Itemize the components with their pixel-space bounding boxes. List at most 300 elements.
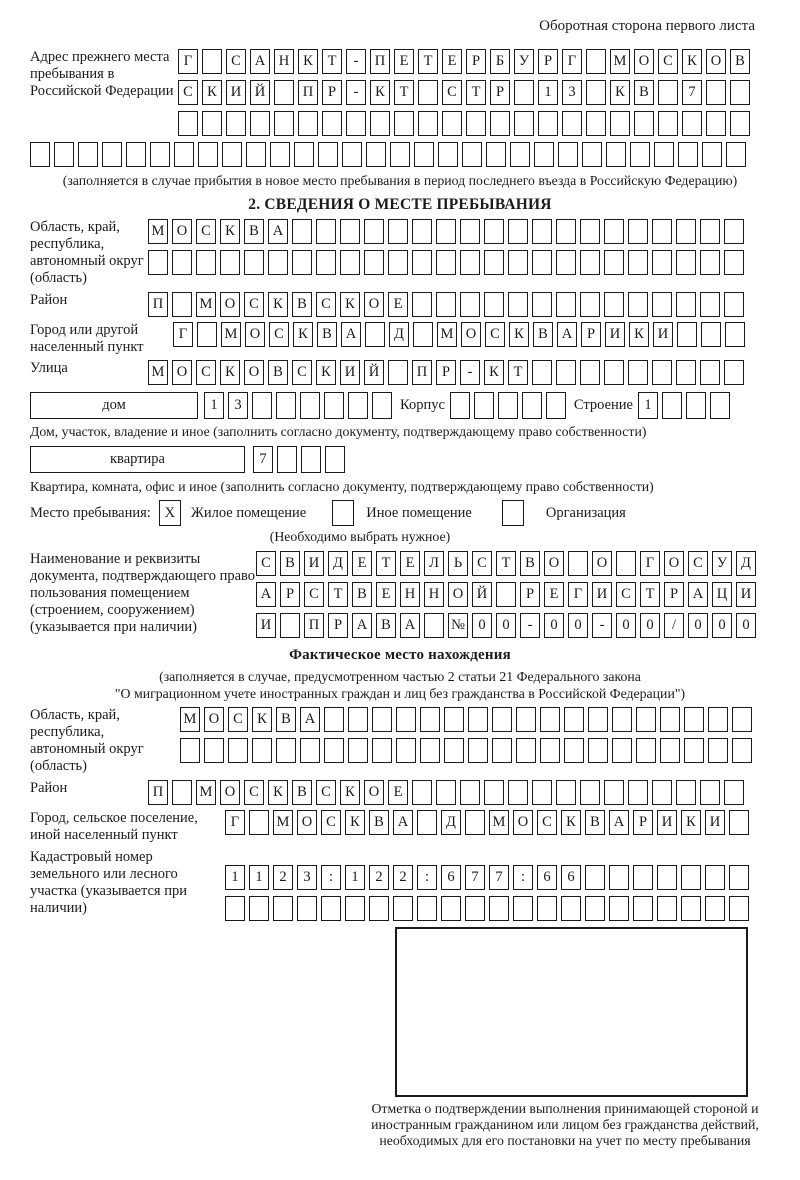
char-cell[interactable]: С	[316, 780, 336, 805]
char-cell[interactable]	[630, 142, 650, 167]
char-cell[interactable]	[633, 896, 653, 921]
char-cell[interactable]	[474, 392, 494, 419]
char-cell[interactable]: С	[442, 80, 462, 105]
char-cell[interactable]: Р	[490, 80, 510, 105]
char-cell[interactable]: А	[609, 810, 629, 835]
char-cell[interactable]	[418, 111, 438, 136]
char-cell[interactable]	[662, 392, 682, 419]
char-cell[interactable]: В	[585, 810, 605, 835]
char-cell[interactable]: С	[178, 80, 198, 105]
char-cell[interactable]: В	[520, 551, 540, 576]
char-cell[interactable]	[438, 142, 458, 167]
char-cell[interactable]	[681, 896, 701, 921]
char-cell[interactable]	[300, 392, 320, 419]
char-cell[interactable]: /	[664, 613, 684, 638]
char-cell[interactable]	[537, 896, 557, 921]
char-cell[interactable]	[700, 780, 720, 805]
char-cell[interactable]: В	[244, 219, 264, 244]
char-cell[interactable]: О	[220, 780, 240, 805]
char-cell[interactable]	[628, 250, 648, 275]
char-cell[interactable]: 0	[568, 613, 588, 638]
char-cell[interactable]	[628, 219, 648, 244]
char-cell[interactable]: С	[244, 780, 264, 805]
char-cell[interactable]: В	[533, 322, 553, 347]
char-cell[interactable]	[580, 292, 600, 317]
char-cell[interactable]	[441, 896, 461, 921]
char-cell[interactable]: А	[341, 322, 361, 347]
char-cell[interactable]: И	[605, 322, 625, 347]
char-cell[interactable]: О	[592, 551, 612, 576]
char-cell[interactable]: Т	[496, 551, 516, 576]
char-cell[interactable]	[204, 738, 224, 763]
char-cell[interactable]: О	[172, 360, 192, 385]
char-cell[interactable]	[413, 322, 433, 347]
char-cell[interactable]: У	[514, 49, 534, 74]
char-cell[interactable]	[420, 707, 440, 732]
char-cell[interactable]	[604, 292, 624, 317]
char-cell[interactable]	[732, 738, 752, 763]
char-cell[interactable]	[466, 111, 486, 136]
char-cell[interactable]: Г	[225, 810, 245, 835]
char-cell[interactable]: Е	[544, 582, 564, 607]
char-cell[interactable]: 3	[297, 865, 317, 890]
char-cell[interactable]	[700, 219, 720, 244]
char-cell[interactable]	[564, 738, 584, 763]
char-cell[interactable]	[580, 250, 600, 275]
char-cell[interactable]	[294, 142, 314, 167]
char-cell[interactable]: :	[321, 865, 341, 890]
char-cell[interactable]: 7	[465, 865, 485, 890]
char-cell[interactable]: В	[352, 582, 372, 607]
char-cell[interactable]	[586, 80, 606, 105]
char-cell[interactable]	[436, 250, 456, 275]
char-cell[interactable]: В	[276, 707, 296, 732]
char-cell[interactable]	[436, 292, 456, 317]
char-cell[interactable]	[532, 360, 552, 385]
char-cell[interactable]: О	[244, 360, 264, 385]
char-cell[interactable]	[606, 142, 626, 167]
char-cell[interactable]	[562, 111, 582, 136]
char-cell[interactable]	[249, 896, 269, 921]
char-cell[interactable]: В	[634, 80, 654, 105]
char-cell[interactable]	[706, 111, 726, 136]
char-cell[interactable]	[580, 360, 600, 385]
char-cell[interactable]	[508, 780, 528, 805]
char-cell[interactable]	[498, 392, 518, 419]
char-cell[interactable]	[556, 780, 576, 805]
char-cell[interactable]	[225, 896, 245, 921]
char-cell[interactable]	[372, 392, 392, 419]
char-cell[interactable]	[148, 250, 168, 275]
char-cell[interactable]: П	[148, 780, 168, 805]
char-cell[interactable]	[346, 111, 366, 136]
char-cell[interactable]	[534, 142, 554, 167]
char-cell[interactable]	[510, 142, 530, 167]
char-cell[interactable]: П	[370, 49, 390, 74]
char-cell[interactable]	[322, 111, 342, 136]
char-cell[interactable]	[633, 865, 653, 890]
char-cell[interactable]	[612, 738, 632, 763]
char-cell[interactable]	[222, 142, 242, 167]
char-cell[interactable]: О	[448, 582, 468, 607]
char-cell[interactable]: Н	[424, 582, 444, 607]
char-cell[interactable]: С	[537, 810, 557, 835]
char-cell[interactable]: 1	[249, 865, 269, 890]
char-cell[interactable]	[228, 738, 248, 763]
char-cell[interactable]	[628, 360, 648, 385]
char-cell[interactable]: О	[204, 707, 224, 732]
char-cell[interactable]: С	[292, 360, 312, 385]
char-cell[interactable]	[585, 896, 605, 921]
char-cell[interactable]: 2	[273, 865, 293, 890]
char-cell[interactable]	[484, 780, 504, 805]
char-cell[interactable]	[348, 707, 368, 732]
char-cell[interactable]	[676, 250, 696, 275]
char-cell[interactable]: М	[221, 322, 241, 347]
char-cell[interactable]	[442, 111, 462, 136]
char-cell[interactable]	[202, 111, 222, 136]
char-cell[interactable]: К	[268, 780, 288, 805]
char-cell[interactable]	[604, 780, 624, 805]
char-cell[interactable]: К	[293, 322, 313, 347]
char-cell[interactable]: С	[321, 810, 341, 835]
char-cell[interactable]	[420, 738, 440, 763]
char-cell[interactable]: М	[489, 810, 509, 835]
char-cell[interactable]	[301, 446, 321, 473]
char-cell[interactable]	[412, 780, 432, 805]
char-cell[interactable]: 1	[204, 392, 224, 419]
char-cell[interactable]	[556, 250, 576, 275]
char-cell[interactable]	[460, 780, 480, 805]
char-cell[interactable]: -	[346, 80, 366, 105]
char-cell[interactable]: С	[196, 360, 216, 385]
char-cell[interactable]: 0	[736, 613, 756, 638]
char-cell[interactable]: К	[610, 80, 630, 105]
char-cell[interactable]	[657, 896, 677, 921]
checkbox-residential[interactable]: X	[159, 500, 181, 526]
char-cell[interactable]: К	[268, 292, 288, 317]
char-cell[interactable]: Г	[562, 49, 582, 74]
char-cell[interactable]	[417, 810, 437, 835]
char-cell[interactable]	[318, 142, 338, 167]
char-cell[interactable]	[268, 250, 288, 275]
char-cell[interactable]: С	[316, 292, 336, 317]
char-cell[interactable]: К	[561, 810, 581, 835]
char-cell[interactable]	[180, 738, 200, 763]
char-cell[interactable]	[340, 250, 360, 275]
char-cell[interactable]	[342, 142, 362, 167]
char-cell[interactable]: И	[653, 322, 673, 347]
char-cell[interactable]: 2	[393, 865, 413, 890]
char-cell[interactable]	[297, 896, 317, 921]
char-cell[interactable]	[706, 80, 726, 105]
char-cell[interactable]	[324, 392, 344, 419]
char-cell[interactable]	[546, 392, 566, 419]
char-cell[interactable]	[700, 360, 720, 385]
char-cell[interactable]: В	[317, 322, 337, 347]
char-cell[interactable]	[126, 142, 146, 167]
char-cell[interactable]	[196, 250, 216, 275]
char-cell[interactable]	[676, 360, 696, 385]
char-cell[interactable]	[150, 142, 170, 167]
char-cell[interactable]	[414, 142, 434, 167]
char-cell[interactable]	[652, 219, 672, 244]
char-cell[interactable]	[636, 738, 656, 763]
char-cell[interactable]	[660, 738, 680, 763]
char-cell[interactable]	[604, 360, 624, 385]
char-cell[interactable]	[393, 896, 413, 921]
char-cell[interactable]	[568, 551, 588, 576]
char-cell[interactable]: С	[244, 292, 264, 317]
char-cell[interactable]: 0	[472, 613, 492, 638]
char-cell[interactable]: М	[148, 219, 168, 244]
char-cell[interactable]	[390, 142, 410, 167]
char-cell[interactable]	[492, 707, 512, 732]
char-cell[interactable]	[348, 738, 368, 763]
char-cell[interactable]	[732, 707, 752, 732]
char-cell[interactable]	[540, 738, 560, 763]
char-cell[interactable]	[676, 292, 696, 317]
char-cell[interactable]: И	[256, 613, 276, 638]
char-cell[interactable]	[348, 392, 368, 419]
char-cell[interactable]	[516, 738, 536, 763]
char-cell[interactable]	[556, 219, 576, 244]
char-cell[interactable]	[700, 292, 720, 317]
char-cell[interactable]	[628, 780, 648, 805]
char-cell[interactable]	[725, 322, 745, 347]
char-cell[interactable]: И	[226, 80, 246, 105]
char-cell[interactable]: Г	[178, 49, 198, 74]
char-cell[interactable]: У	[712, 551, 732, 576]
char-cell[interactable]: 6	[537, 865, 557, 890]
char-cell[interactable]: Е	[388, 780, 408, 805]
char-cell[interactable]: П	[298, 80, 318, 105]
char-cell[interactable]: 2	[369, 865, 389, 890]
char-cell[interactable]: Р	[520, 582, 540, 607]
char-cell[interactable]	[508, 219, 528, 244]
char-cell[interactable]	[514, 111, 534, 136]
char-cell[interactable]: Е	[352, 551, 372, 576]
char-cell[interactable]	[516, 707, 536, 732]
char-cell[interactable]: А	[393, 810, 413, 835]
char-cell[interactable]: К	[340, 292, 360, 317]
char-cell[interactable]: Р	[538, 49, 558, 74]
char-cell[interactable]: Р	[664, 582, 684, 607]
char-cell[interactable]: С	[196, 219, 216, 244]
char-cell[interactable]: Й	[364, 360, 384, 385]
char-cell[interactable]	[412, 292, 432, 317]
char-cell[interactable]	[701, 322, 721, 347]
char-cell[interactable]: 6	[441, 865, 461, 890]
char-cell[interactable]	[604, 219, 624, 244]
char-cell[interactable]	[468, 738, 488, 763]
char-cell[interactable]	[532, 250, 552, 275]
char-cell[interactable]	[484, 219, 504, 244]
char-cell[interactable]	[370, 111, 390, 136]
char-cell[interactable]	[372, 738, 392, 763]
char-cell[interactable]	[172, 780, 192, 805]
char-cell[interactable]: 0	[496, 613, 516, 638]
char-cell[interactable]: Ь	[448, 551, 468, 576]
char-cell[interactable]	[724, 292, 744, 317]
char-cell[interactable]	[556, 292, 576, 317]
char-cell[interactable]	[580, 780, 600, 805]
char-cell[interactable]	[700, 250, 720, 275]
char-cell[interactable]: С	[485, 322, 505, 347]
char-cell[interactable]: С	[688, 551, 708, 576]
char-cell[interactable]	[412, 250, 432, 275]
char-cell[interactable]: С	[304, 582, 324, 607]
char-cell[interactable]: С	[228, 707, 248, 732]
char-cell[interactable]	[226, 111, 246, 136]
char-cell[interactable]	[460, 219, 480, 244]
char-cell[interactable]	[388, 360, 408, 385]
char-cell[interactable]	[492, 738, 512, 763]
char-cell[interactable]: Г	[568, 582, 588, 607]
char-cell[interactable]: Т	[508, 360, 528, 385]
char-cell[interactable]: О	[364, 292, 384, 317]
char-cell[interactable]	[462, 142, 482, 167]
char-cell[interactable]: -	[520, 613, 540, 638]
char-cell[interactable]: С	[226, 49, 246, 74]
char-cell[interactable]	[54, 142, 74, 167]
char-cell[interactable]: М	[180, 707, 200, 732]
char-cell[interactable]	[684, 738, 704, 763]
char-cell[interactable]: Е	[442, 49, 462, 74]
char-cell[interactable]: Т	[322, 49, 342, 74]
char-cell[interactable]	[657, 865, 677, 890]
char-cell[interactable]	[654, 142, 674, 167]
char-cell[interactable]: П	[304, 613, 324, 638]
char-cell[interactable]: Р	[322, 80, 342, 105]
char-cell[interactable]	[730, 111, 750, 136]
char-cell[interactable]	[316, 219, 336, 244]
char-cell[interactable]	[513, 896, 533, 921]
char-cell[interactable]	[724, 360, 744, 385]
char-cell[interactable]	[300, 738, 320, 763]
char-cell[interactable]	[388, 250, 408, 275]
char-cell[interactable]	[705, 865, 725, 890]
char-cell[interactable]: К	[316, 360, 336, 385]
char-cell[interactable]	[246, 142, 266, 167]
char-cell[interactable]	[652, 292, 672, 317]
char-cell[interactable]: К	[370, 80, 390, 105]
char-cell[interactable]	[394, 111, 414, 136]
char-cell[interactable]: А	[400, 613, 420, 638]
char-cell[interactable]: Д	[328, 551, 348, 576]
char-cell[interactable]: И	[304, 551, 324, 576]
char-cell[interactable]: И	[340, 360, 360, 385]
char-cell[interactable]	[372, 707, 392, 732]
checkbox-organization[interactable]	[502, 500, 524, 526]
char-cell[interactable]	[558, 142, 578, 167]
char-cell[interactable]: О	[220, 292, 240, 317]
char-cell[interactable]	[514, 80, 534, 105]
char-cell[interactable]	[292, 250, 312, 275]
char-cell[interactable]	[366, 142, 386, 167]
char-cell[interactable]: О	[364, 780, 384, 805]
char-cell[interactable]	[729, 810, 749, 835]
char-cell[interactable]: О	[544, 551, 564, 576]
char-cell[interactable]	[724, 219, 744, 244]
char-cell[interactable]	[724, 250, 744, 275]
char-cell[interactable]: С	[658, 49, 678, 74]
char-cell[interactable]: И	[592, 582, 612, 607]
char-cell[interactable]	[172, 292, 192, 317]
char-cell[interactable]	[616, 551, 636, 576]
char-cell[interactable]: Р	[328, 613, 348, 638]
char-cell[interactable]: К	[484, 360, 504, 385]
char-cell[interactable]: Т	[328, 582, 348, 607]
char-cell[interactable]: 0	[544, 613, 564, 638]
char-cell[interactable]: Т	[394, 80, 414, 105]
char-cell[interactable]	[508, 292, 528, 317]
char-cell[interactable]: О	[172, 219, 192, 244]
char-cell[interactable]: М	[196, 780, 216, 805]
char-cell[interactable]	[532, 292, 552, 317]
char-cell[interactable]: :	[417, 865, 437, 890]
char-cell[interactable]	[436, 219, 456, 244]
char-cell[interactable]	[417, 896, 437, 921]
char-cell[interactable]: М	[196, 292, 216, 317]
char-cell[interactable]: Д	[736, 551, 756, 576]
char-cell[interactable]	[561, 896, 581, 921]
char-cell[interactable]	[252, 738, 272, 763]
char-cell[interactable]	[532, 219, 552, 244]
char-cell[interactable]	[604, 250, 624, 275]
char-cell[interactable]	[522, 392, 542, 419]
char-cell[interactable]	[636, 707, 656, 732]
char-cell[interactable]	[276, 392, 296, 419]
char-cell[interactable]: С	[269, 322, 289, 347]
char-cell[interactable]: 7	[253, 446, 273, 473]
char-cell[interactable]: М	[437, 322, 457, 347]
char-cell[interactable]: К	[252, 707, 272, 732]
char-cell[interactable]: Б	[490, 49, 510, 74]
char-cell[interactable]: Р	[280, 582, 300, 607]
char-cell[interactable]: Ц	[712, 582, 732, 607]
char-cell[interactable]: 3	[562, 80, 582, 105]
char-cell[interactable]	[102, 142, 122, 167]
char-cell[interactable]	[658, 111, 678, 136]
char-cell[interactable]: -	[460, 360, 480, 385]
char-cell[interactable]	[540, 707, 560, 732]
char-cell[interactable]	[484, 292, 504, 317]
char-cell[interactable]	[280, 613, 300, 638]
char-cell[interactable]	[436, 780, 456, 805]
char-cell[interactable]: 7	[489, 865, 509, 890]
char-cell[interactable]: М	[148, 360, 168, 385]
char-cell[interactable]	[325, 446, 345, 473]
char-cell[interactable]: Т	[376, 551, 396, 576]
char-cell[interactable]: К	[681, 810, 701, 835]
char-cell[interactable]	[585, 865, 605, 890]
char-cell[interactable]	[252, 392, 272, 419]
char-cell[interactable]	[450, 392, 470, 419]
char-cell[interactable]	[676, 219, 696, 244]
char-cell[interactable]	[340, 219, 360, 244]
char-cell[interactable]: Д	[441, 810, 461, 835]
char-cell[interactable]: С	[616, 582, 636, 607]
char-cell[interactable]: С	[472, 551, 492, 576]
char-cell[interactable]	[724, 780, 744, 805]
char-cell[interactable]	[364, 219, 384, 244]
char-cell[interactable]: Е	[388, 292, 408, 317]
char-cell[interactable]: В	[280, 551, 300, 576]
char-cell[interactable]	[249, 810, 269, 835]
char-cell[interactable]: О	[513, 810, 533, 835]
char-cell[interactable]	[634, 111, 654, 136]
